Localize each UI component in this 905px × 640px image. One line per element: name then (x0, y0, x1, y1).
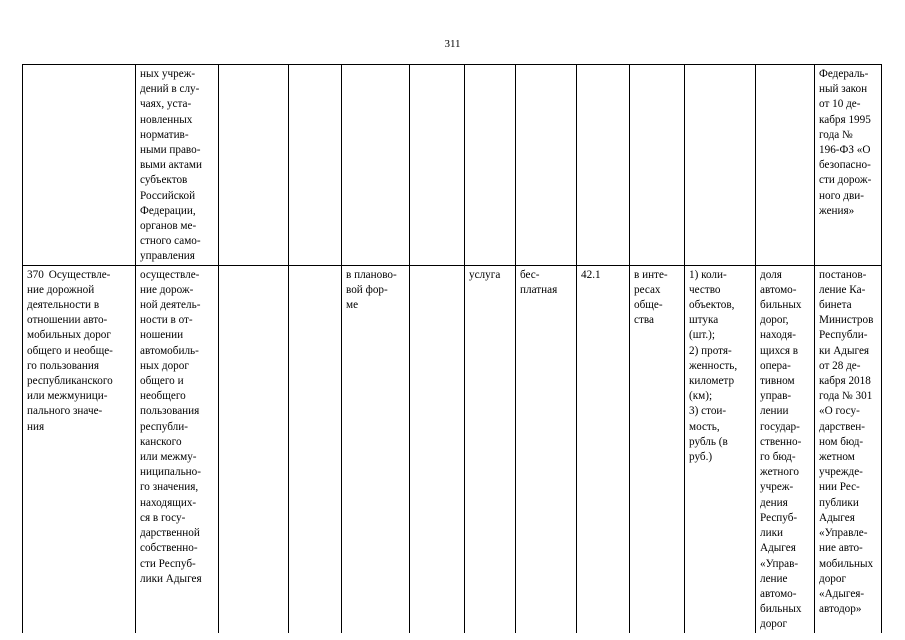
cell-empty (289, 65, 342, 266)
cell-legal-basis (815, 65, 882, 266)
cell-form (342, 265, 410, 632)
indicators-value: 1) коли- чество объектов, штука (шт.); 2) протя- женность, километр (км); 3) стои- мость, рубль (в руб.) (689, 268, 738, 464)
registry-table (22, 64, 882, 633)
cell-name (23, 65, 136, 266)
legal-basis-continued: Федераль- ный закон от 10 де- кабря 1995 года № 196-ФЗ «О безопасно- сти дорож- ного дви- жения» (819, 68, 872, 217)
cell-empty (219, 265, 289, 632)
cell-empty (630, 65, 685, 266)
row-code: 370 (27, 268, 44, 281)
okved-value: 42.1 (581, 268, 601, 281)
cell-share (756, 265, 815, 632)
cell-payment (516, 265, 577, 632)
cell-empty (342, 65, 410, 266)
interest-value: в инте- ресах обще- ства (634, 268, 668, 327)
cell-activity-description (136, 265, 219, 632)
form-value: в планово- вой фор- ме (346, 268, 397, 312)
cell-interest (630, 265, 685, 632)
payment-value: бес- платная (520, 268, 558, 296)
activity-description-continued: ных учреж- дений в слу- чаях, уста- новленных норматив- ными право- выми актами субъектов Российской Федерации, органов ме- стного само- управления (140, 68, 202, 263)
table-row (23, 65, 882, 266)
cell-legal-basis (815, 265, 882, 632)
table-row (23, 265, 882, 632)
cell-empty (465, 65, 516, 266)
activity-description: осуществле- ние дорож- ной деятель- ности в от- ношении автомобиль- ных дорог общего и необщего пользования республи- канского или межму- ниципально- го значения, находящих- ся в госу- дарственной собственно- сти Респуб- лики Адыгея (140, 268, 202, 585)
cell-empty (577, 65, 630, 266)
cell-empty (219, 65, 289, 266)
cell-indicators (685, 265, 756, 632)
cell-empty (289, 265, 342, 632)
legal-basis: постанов- ление Ка- бинета Министров Республи- ки Адыгея от 28 де- кабря 2018 года № 301 «О госу- дарствен- ном бюд- жетном учрежде- нии Рес- публики Адыгея «Управле- ние авто- мобильных дорог «Адыгея- автодор» (819, 268, 874, 616)
share-value: доля автомо- бильных дорог, находя- щихся в опера- тивном управ- лении государ- ственно- го бюд- жетного учреж- дения Респуб- лики Адыгея «Управ- ление автомо- бильных дорог (760, 268, 802, 631)
type-value: услуга (469, 268, 501, 281)
page-number: 311 (444, 38, 461, 50)
cell-empty (410, 265, 465, 632)
cell-empty (756, 65, 815, 266)
cell-empty (410, 65, 465, 266)
cell-empty (516, 65, 577, 266)
cell-activity-description (136, 65, 219, 266)
cell-name (23, 265, 136, 632)
cell-type (465, 265, 516, 632)
activity-name: Осуществле- ние дорожной деятельности в отношении авто- мобильных дорог общего и необще- го пользования республиканского или межмуници- пального значе- ния (27, 268, 113, 433)
cell-empty (685, 65, 756, 266)
cell-okved (577, 265, 630, 632)
